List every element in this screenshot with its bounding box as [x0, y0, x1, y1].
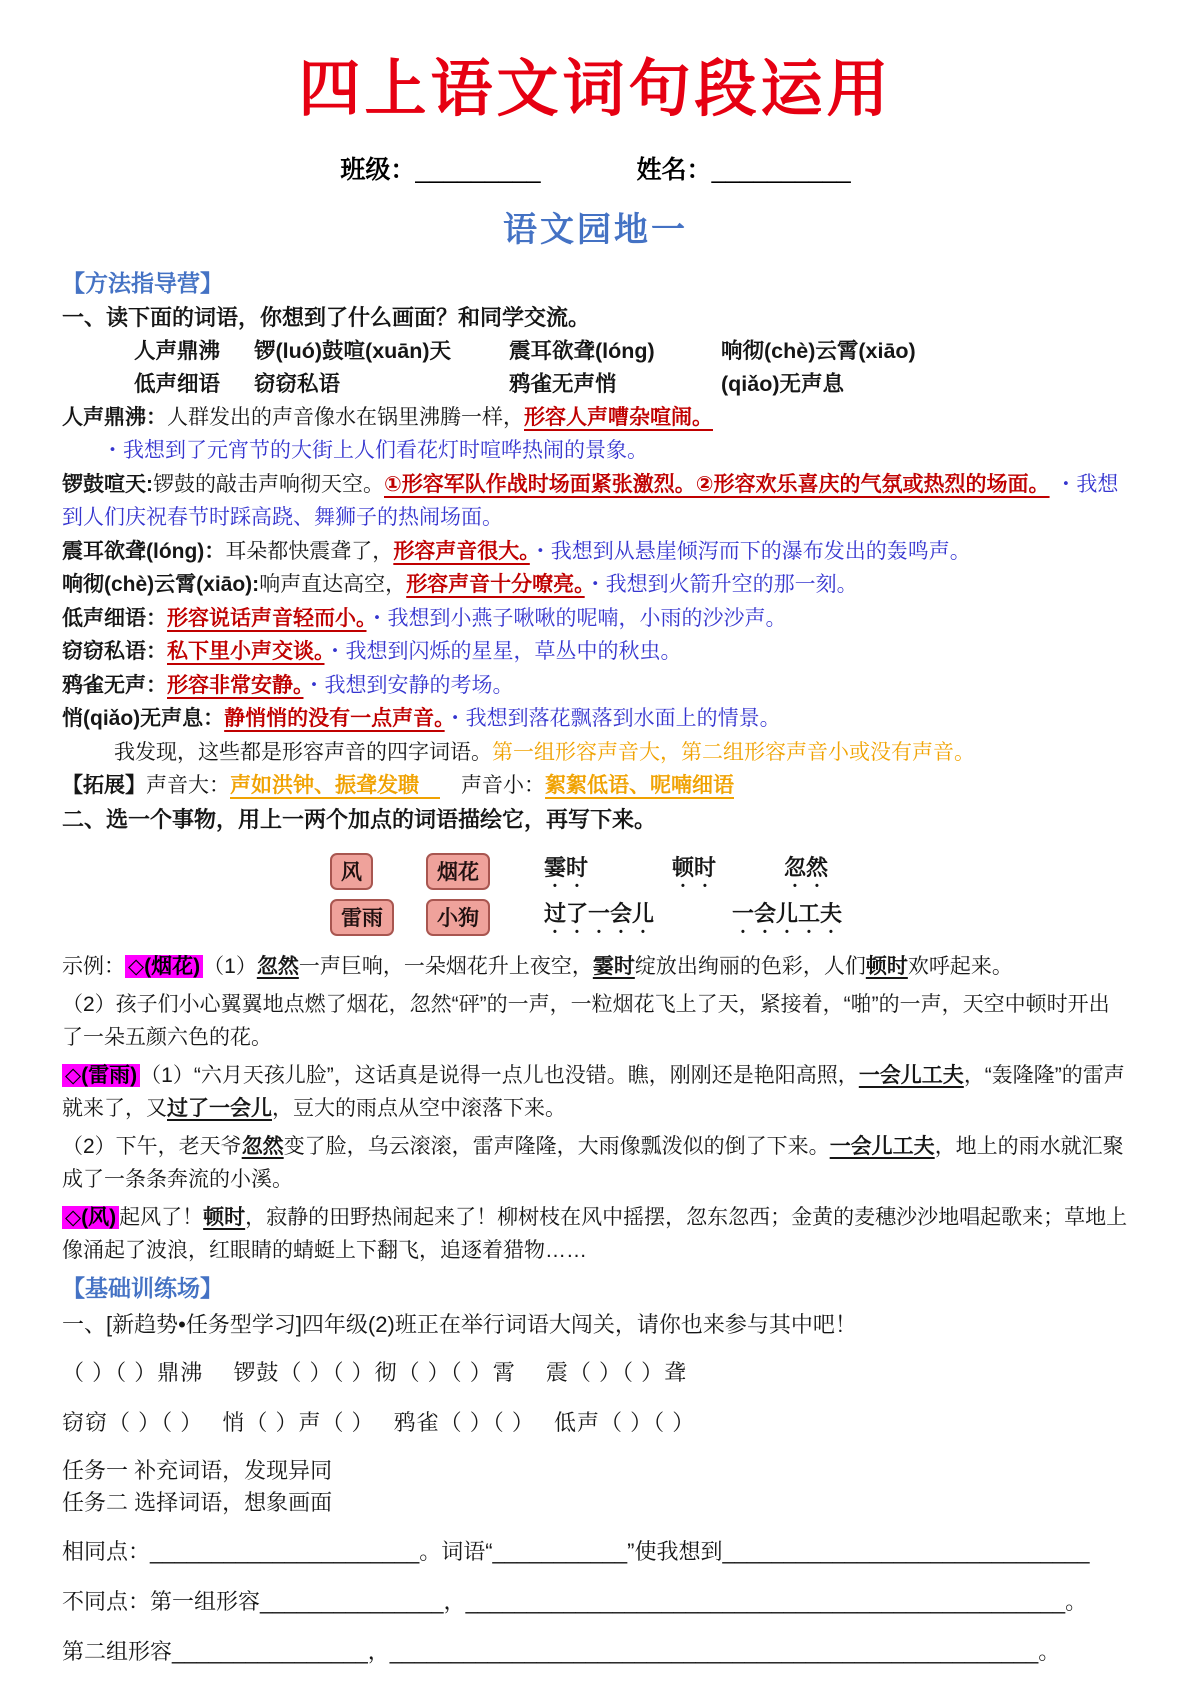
same-point-line: 相同点：______________________。词语“___________”使我想到______________________________ — [62, 1539, 1090, 1565]
example-section — [62, 950, 1129, 1268]
fill-blank-row: 窃窃（ ）（ ） 悄（ ）声（ ） 鸦雀（ ）（ ） 低声（ ）（ ） — [62, 1410, 696, 1436]
idiom: 低声细语 — [134, 371, 221, 396]
definition-line: 震耳欲聋(lóng)：耳朵都快震聋了，形容声音很大。・我想到从悬崖倾泻而下的瀑布发出的轰鸣声。 — [62, 539, 971, 563]
subject-box: 雷雨 — [330, 899, 394, 936]
word-choice-row — [330, 894, 1129, 940]
subject-box: 烟花 — [426, 853, 490, 890]
name-blank: __________ — [711, 156, 851, 185]
subject-box: 风 — [330, 853, 373, 890]
second-group-line: 第二组形容________________，_____________________________________________________。 — [62, 1639, 1061, 1665]
idiom: 人声鼎沸 — [134, 338, 221, 363]
definition-line: 响彻(chè)云霄(xiāo):响声直达高空，形容声音十分嘹亮。・我想到火箭升空的那一刻。 — [62, 573, 858, 597]
section-method-header: 【方法指导营】 — [62, 270, 223, 297]
idiom-row — [134, 368, 1129, 401]
section-basic-header: 【基础训练场】 — [62, 1274, 223, 1301]
discovery-line: 我发现，这些都是形容声音的四字词语。第一组形容声音大，第二组形容声音小或没有声音。 — [114, 740, 975, 764]
diff-point-line: 不同点：第一组形容_______________，_________________________________________________。 — [62, 1589, 1088, 1615]
class-field — [340, 150, 540, 186]
example-paragraph: 示例： ◇(烟花) （1）忽然一声巨响，一朵烟花升上夜空，霎时绽放出绚丽的色彩，人们顿时欢呼起来。 — [62, 955, 1013, 979]
page-title: 四上语文词句段运用 — [298, 55, 893, 124]
example-paragraph: ◇(风) 起风了！顿时，寂静的田野热闹起来了！柳树枝在风中摇摆，忽东忽西；金黄的麦穗沙沙地唱起歌来；草地上像涌起了波浪，红眼睛的蜻蜓上下翻飞，追逐着猎物…… — [62, 1205, 1128, 1263]
dotted-word: 顿时 — [672, 854, 717, 880]
definition-line: 窃窃私语：私下里小声交谈。・我想到闪烁的星星，草丛中的秋虫。 — [62, 640, 682, 664]
name-label: 姓名： — [636, 156, 712, 185]
idiom: 震耳欲聋(lóng) — [509, 338, 655, 363]
task-2: 任务二 选择词语，想象画面 — [62, 1490, 333, 1516]
idiom: (qiǎo)无声息 — [721, 371, 845, 396]
basic-intro: 一、[新趋势•任务型学习]四年级(2)班正在举行词语大闯关，请你也来参与其中吧！ — [62, 1311, 857, 1337]
association-line: ・我想到了元宵节的大街上人们看花灯时喧哗热闹的景象。 — [102, 439, 648, 463]
task-1: 任务一 补充词语，发现异同 — [62, 1458, 333, 1484]
question-1: 一、读下面的词语，你想到了什么画面？和同学交流。 — [62, 305, 591, 331]
definition-line: 低声细语：形容说话声音轻而小。・我想到小燕子啾啾的呢喃，小雨的沙沙声。 — [62, 606, 787, 630]
definition-line: 人声鼎沸：人群发出的声音像水在锅里沸腾一样，形容人声嘈杂喧闹。 — [62, 405, 713, 429]
example-paragraph: （2）下午，老天爷忽然变了脸，乌云滚滚，雷声隆隆，大雨像瓢泼似的倒了下来。一会儿工夫，地上的雨水就汇聚成了一条条奔流的小溪。 — [62, 1134, 1124, 1192]
idiom: 锣(luó)鼓喧(xuān)天 — [254, 338, 452, 363]
definition-line: 鸦雀无声：形容非常安静。・我想到安静的考场。 — [62, 673, 514, 697]
definition-line: 悄(qiǎo)无声息：静悄悄的没有一点声音。・我想到落花飘落到水面上的情景。 — [62, 707, 781, 731]
idiom-row — [134, 335, 1129, 368]
dotted-word: 霎时 — [544, 854, 589, 880]
unit-title: 语文园地一 — [503, 211, 688, 250]
name-field — [637, 150, 851, 186]
definition-line: 锣鼓喧天:锣鼓的敲击声响彻天空。①形容军队作战时场面紧张激烈。②形容欢乐喜庆的气氛或热烈的场面。 ・我想到人们庆祝春节时踩高跷、舞狮子的热闹场面。 — [62, 472, 1119, 530]
fill-blank-row: （ ）（ ）鼎沸 锣鼓（ ）（ ）彻（ ）（ ）霄 震（ ）（ ）聋 — [62, 1360, 688, 1386]
dotted-word: 一会儿工夫 — [732, 900, 843, 926]
dotted-word: 过了一会儿 — [544, 900, 655, 926]
example-paragraph: ◇(雷雨) （1）“六月天孩儿脸”，这话真是说得一点儿也没错。瞧，刚刚还是艳阳高照，一会儿工夫，“轰隆隆”的雷声就来了，又过了一会儿，豆大的雨点从空中滚落下来。 — [62, 1063, 1125, 1121]
word-choice-row — [330, 848, 1129, 894]
idiom: 鸦雀无声悄 — [509, 371, 617, 396]
idiom: 响彻(chè)云霄(xiāo) — [721, 338, 916, 363]
question-2: 二、选一个事物，用上一两个加点的词语描绘它，再写下来。 — [62, 806, 657, 832]
student-id-line — [62, 150, 1129, 186]
dotted-word: 忽然 — [784, 854, 829, 880]
extension-line: 【拓展】声音大：声如洪钟、振聋发聩 声音小：絮絮低语、呢喃细语 — [62, 774, 734, 798]
idiom: 窃窃私语 — [254, 371, 341, 396]
class-blank: _________ — [415, 156, 541, 185]
idiom-grid — [134, 335, 1129, 401]
subject-box: 小狗 — [426, 899, 490, 936]
example-paragraph: （2）孩子们小心翼翼地点燃了烟花，忽然“砰”的一声，一粒烟花飞上了天，紧接着，“啪”的一声，天空中顿时开出了一朵五颜六色的花。 — [62, 992, 1110, 1050]
word-choice-table — [330, 848, 1129, 940]
class-label: 班级： — [340, 156, 416, 185]
